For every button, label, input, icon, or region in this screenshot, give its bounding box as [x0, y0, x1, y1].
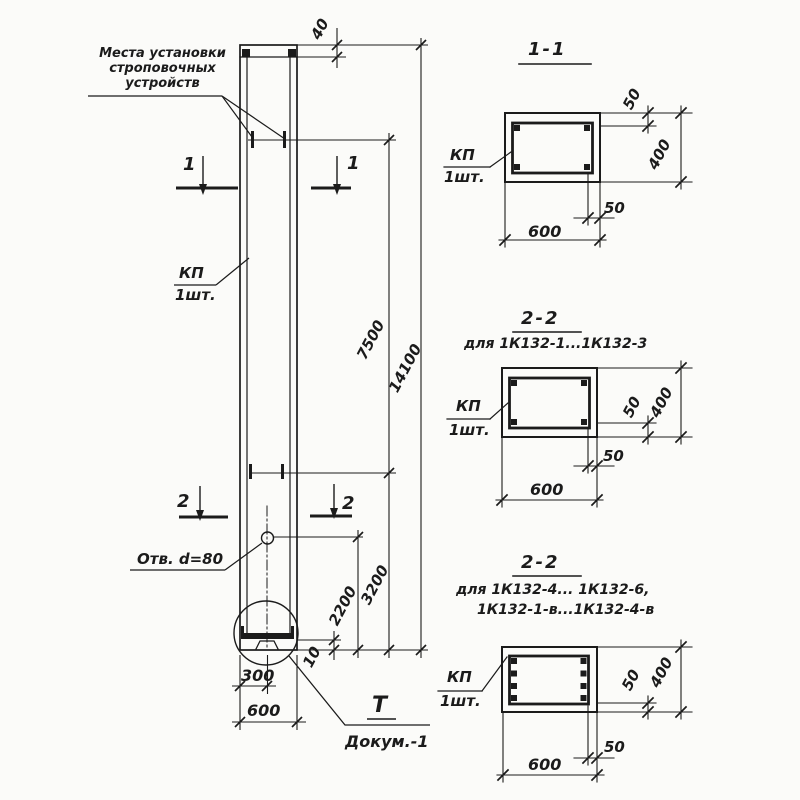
dim-10: 10 — [298, 643, 325, 671]
section2-kp: КП — [456, 397, 481, 415]
strop-note-line1: Места установки — [99, 46, 226, 61]
section3-title: 2-2 — [521, 552, 560, 573]
section1-kp-qty: 1шт. — [444, 168, 485, 186]
section3-kp-qty: 1шт. — [440, 692, 481, 710]
section3-dim-50h: 50 — [604, 738, 625, 756]
dim-3200: 3200 — [356, 562, 393, 608]
section3-subtitle-line1: для 1К132-4... 1К132-6, — [456, 582, 650, 598]
section1-dim-600: 600 — [528, 222, 562, 241]
section1-dim-400: 400 — [643, 136, 675, 173]
section1-title: 1-1 — [528, 39, 567, 60]
cut-mark-1-left: 1 — [183, 154, 196, 175]
section2-dim-600: 600 — [530, 480, 564, 499]
dim-14100: 14100 — [384, 340, 426, 396]
section3-dim-600: 600 — [528, 755, 562, 774]
section1-kp: КП — [450, 146, 475, 164]
hole-label: Отв. d=80 — [137, 550, 224, 568]
strop-note — [95, 46, 230, 91]
cut-mark-1-right: 1 — [347, 153, 360, 174]
note-leader — [88, 96, 285, 139]
strop-note-line3: устройств — [125, 76, 200, 91]
section2-dim-400: 400 — [645, 384, 677, 421]
detail-letter: Т — [372, 693, 388, 718]
cut-mark-2-right: 2 — [342, 493, 355, 514]
section2-subtitle: для 1К132-1...1К132-3 — [464, 336, 648, 352]
strop-note-line2: строповочных — [109, 61, 216, 76]
column-elevation — [240, 45, 297, 650]
dim-600-elevation: 600 — [247, 701, 281, 720]
section-cut-marks — [176, 156, 352, 521]
cut-mark-2-left: 2 — [177, 491, 190, 512]
section1-dim-50v: 50 — [618, 85, 645, 113]
dim-7500: 7500 — [352, 317, 389, 363]
section2-kp-qty: 1шт. — [449, 421, 490, 439]
elevation-kp-qty: 1шт. — [175, 286, 216, 304]
section3-dim-50v: 50 — [617, 666, 644, 694]
elevation-kp-label: КП — [179, 264, 204, 282]
section3-kp: КП — [447, 668, 472, 686]
dim-40: 40 — [306, 15, 333, 43]
section2-dim-50v: 50 — [618, 393, 645, 421]
section1-dim-50h: 50 — [604, 199, 625, 217]
detail-doc-ref: Докум.-1 — [345, 732, 429, 751]
section2-title: 2-2 — [521, 308, 560, 329]
section3-dim-400: 400 — [645, 654, 677, 691]
dim-2200: 2200 — [324, 583, 361, 629]
section2-dim-50h: 50 — [603, 447, 624, 465]
section3-subtitle-line2: 1К132-1-в...1К132-4-в — [477, 602, 655, 618]
dim-300: 300 — [241, 666, 275, 685]
section-2-2a — [447, 332, 692, 507]
